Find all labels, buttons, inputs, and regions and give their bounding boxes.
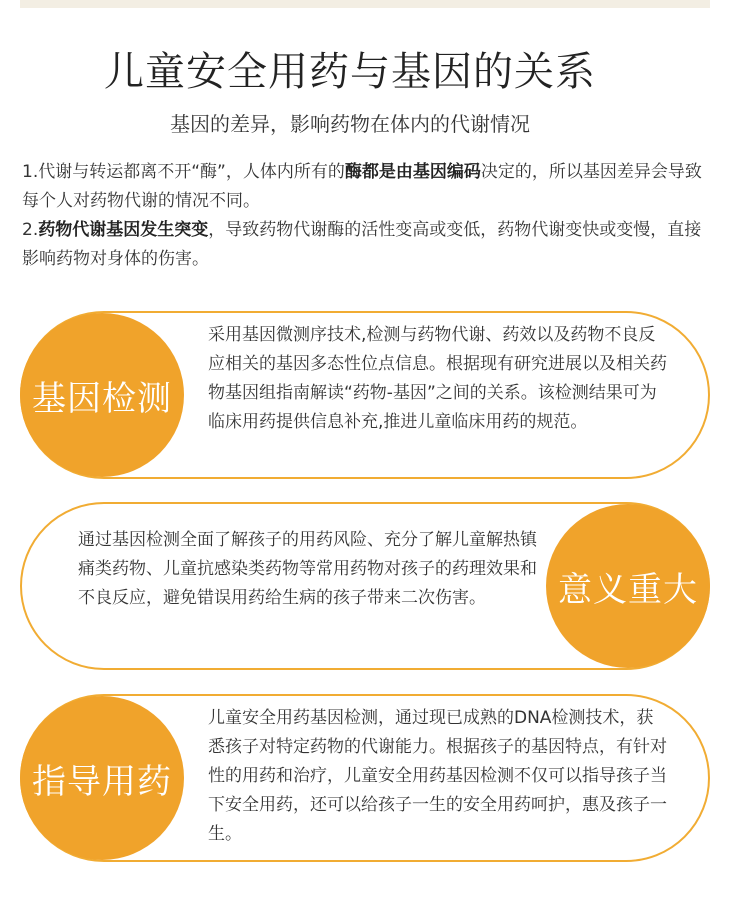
card-badge-significance: 意义重大 (546, 504, 710, 668)
intro-2-text-a: 2. (22, 220, 39, 240)
top-band (20, 0, 710, 8)
intro-1-bold: 酶都是由基因编码 (344, 162, 481, 182)
card-gene-testing (20, 311, 710, 479)
intro-section (22, 158, 712, 274)
card-text-gene-testing: 采用基因微测序技术,检测与药物代谢、药效以及药物不良反应相关的基因多态性位点信息。根据现有研究进展以及相关药物基因组指南解读“药物-基因”之间的关系。该检测结果可为临床用药提供信息补充,推进儿童临床用药的规范。 (208, 325, 667, 432)
page-subtitle: 基因的差异，影响药物在体内的代谢情况 (170, 112, 530, 136)
card-significance (20, 502, 710, 670)
intro-2-bold: 药物代谢基因发生突变 (38, 220, 209, 240)
card-text-significance: 通过基因检测全面了解孩子的用药风险、充分了解儿童解热镇痛类药物、儿童抗感染类药物等常用药物对孩子的药理效果和不良反应，避免错误用药给生病的孩子带来二次伤害。 (78, 530, 537, 608)
page-title: 儿童安全用药与基因的关系 (104, 49, 596, 95)
card-badge-medication-guidance: 指导用药 (20, 696, 184, 860)
intro-1-text-a: 1.代谢与转运都离不开“酶”，人体内所有的 (22, 162, 345, 182)
intro-1-text-c: 决定的，所以基因差异会导致每个人对药物代谢的情况不同。 (22, 162, 702, 211)
intro-paragraph-2 (22, 216, 712, 274)
intro-2-text-c: ，导致药物代谢酶的活性变高或变低，药物代谢变快或变慢，直接影响药物对身体的伤害。 (22, 220, 702, 269)
intro-paragraph-1 (22, 158, 712, 216)
card-badge-gene-testing: 基因检测 (20, 313, 184, 477)
card-text-medication-guidance: 儿童安全用药基因检测，通过现已成熟的DNA检测技术，获悉孩子对特定药物的代谢能力。根据孩子的基因特点，有针对性的用药和治疗，儿童安全用药基因检测不仅可以指导孩子当下安全用药，还可以给孩子一生的安全用药呵护，惠及孩子一生。 (208, 708, 667, 844)
card-medication-guidance (20, 694, 710, 862)
